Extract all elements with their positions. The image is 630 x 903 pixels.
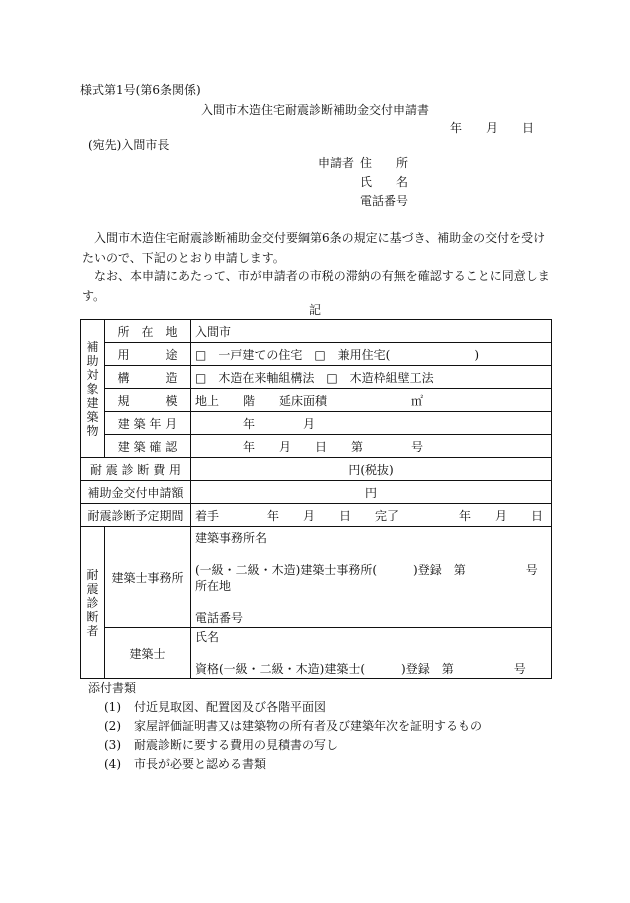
subsidy-label: 補助金交付申請額: [81, 481, 191, 504]
attachment-num: (1): [104, 700, 121, 714]
form-number: 様式第1号(第6条関係): [80, 83, 201, 97]
period-value[interactable]: 着手 年 月 日 完了 年 月 日: [191, 504, 552, 527]
architect-value[interactable]: 氏名 資格(一級・二級・木造)建築士( )登録 第 号: [191, 628, 552, 679]
attachment-num: (2): [104, 719, 121, 733]
build-confirmation-label: 建 築 確 認: [105, 435, 191, 458]
location-label: 所 在 地: [105, 320, 191, 343]
attachment-text: 市長が必要と認める書類: [134, 757, 267, 771]
cost-value[interactable]: 円(税抜): [191, 458, 552, 481]
location-value[interactable]: 入間市: [191, 320, 552, 343]
architect-label: 建築士: [105, 628, 191, 679]
ki-heading: 記: [308, 303, 321, 317]
office-value[interactable]: 建築事務所名 (一級・二級・木造)建築士事務所( )登録 第 号 所在地 電話番号: [191, 527, 552, 628]
usage-label: 用 途: [105, 343, 191, 366]
table-row: [81, 389, 552, 412]
attachment-text: 付近見取図、配置図及び各階平面図: [134, 700, 327, 714]
table-row: [81, 412, 552, 435]
body-paragraph-2: なお、本申請にあたって、市が申請者の市税の滞納の有無を確認することに同意します。: [82, 269, 550, 303]
table-row: [81, 481, 552, 504]
date-line: 年 月 日: [450, 121, 535, 135]
build-date-value[interactable]: 年 月: [191, 412, 552, 435]
application-table: [80, 319, 552, 679]
applicant-phone-label: 電話番号: [360, 194, 409, 208]
table-row: [81, 527, 552, 628]
table-row: [81, 458, 552, 481]
build-date-label: 建 築 年 月: [105, 412, 191, 435]
attachments-title: 添付書類: [88, 681, 137, 695]
table-row: [81, 628, 552, 679]
applicant-label: 申請者: [318, 156, 355, 170]
subsidy-value[interactable]: 円: [191, 481, 552, 504]
table-row: [81, 366, 552, 389]
attachment-num: (3): [104, 738, 121, 752]
table-row: [81, 504, 552, 527]
period-label: 耐震診断予定期間: [81, 504, 191, 527]
page-title: 入間市木造住宅耐震診断補助金交付申請書: [200, 103, 429, 117]
body-paragraph-1: 入間市木造住宅耐震診断補助金交付要綱第6条の規定に基づき、補助金の交付を受けたいので、下記のとおり申請します。: [82, 231, 546, 265]
office-label: 建築士事務所: [105, 527, 191, 628]
addressee: (宛先)入間市長: [88, 138, 170, 152]
table-row: [81, 343, 552, 366]
scale-value[interactable]: 地上 階 延床面積 ㎡: [191, 389, 552, 412]
applicant-address-label: 住 所: [360, 156, 409, 170]
scale-label: 規 模: [105, 389, 191, 412]
attachment-num: (4): [104, 757, 121, 771]
building-group-label: 補 助 対 象 建 築 物: [81, 320, 105, 458]
build-confirmation-value[interactable]: 年 月 日 第 号: [191, 435, 552, 458]
table-row: [81, 435, 552, 458]
structure-value[interactable]: □ 木造在来軸組構法 □ 木造枠組壁工法: [191, 366, 552, 389]
cost-label: 耐 震 診 断 費 用: [81, 458, 191, 481]
applicant-name-label: 氏 名: [360, 175, 409, 189]
usage-value[interactable]: □ 一戸建ての住宅 □ 兼用住宅( ): [191, 343, 552, 366]
structure-label: 構 造: [105, 366, 191, 389]
diagnoser-group-label: 耐 震 診 断 者: [81, 527, 105, 679]
attachment-text: 耐震診断に要する費用の見積書の写し: [134, 738, 339, 752]
attachment-text: 家屋評価証明書又は建築物の所有者及び建築年次を証明するもの: [134, 719, 483, 733]
table-row: [81, 320, 552, 343]
